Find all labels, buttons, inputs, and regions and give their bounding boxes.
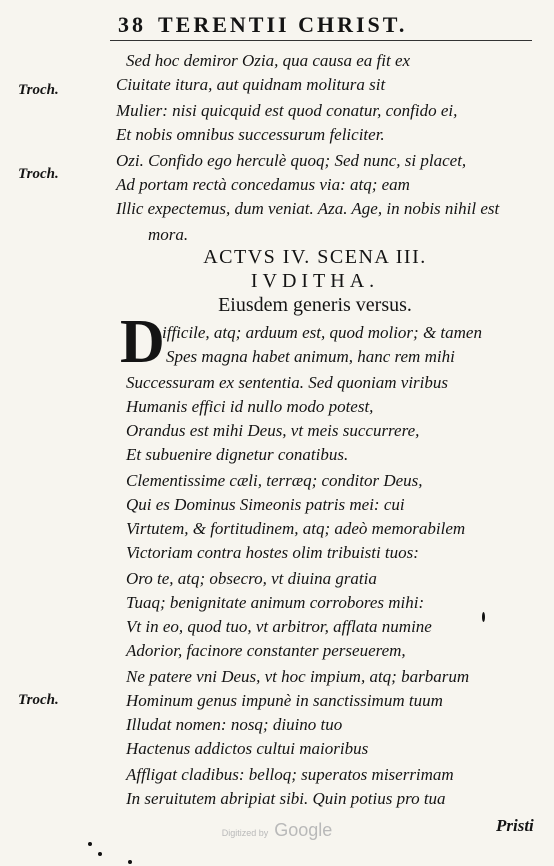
verse-line: Ozi. Confido ego herculè quoq; Sed nunc, si placet,: [116, 151, 467, 170]
verse-line: Victoriam contra hostes olim tribuisti tuos:: [126, 543, 419, 562]
margin-note: Troch.: [18, 692, 59, 708]
verse-line: Vt in eo, quod tuo, vt arbitror, afflata numine: [126, 617, 432, 636]
verse-line: Et nobis omnibus successurum feliciter.: [116, 125, 385, 144]
ink-speck: [482, 612, 485, 622]
verse-line: Illudat nomen: nosq; diuino tuo: [126, 715, 343, 734]
drop-capital: D: [120, 308, 165, 376]
verse-line: Qui es Dominus Simeonis patris mei: cui: [126, 495, 405, 514]
ink-speck: [128, 860, 132, 864]
scene-character: IVDITHA.: [250, 270, 380, 292]
scene-subtitle: Eiusdem generis versus.: [218, 294, 412, 316]
verse-line: Hactenus addictos cultui maioribus: [126, 739, 369, 758]
verse-line: Mulier: nisi quicquid est quod conatur, confido ei,: [116, 101, 458, 120]
ink-speck: [98, 852, 102, 856]
verse-line: Illic expectemus, dum veniat. Aza. Age, in nobis nihil est: [116, 199, 500, 218]
margin-note: Troch.: [18, 82, 59, 98]
page-number: 38: [118, 12, 146, 37]
verse-line: mora.: [148, 225, 189, 244]
verse-line: Hominum genus impunè in sanctissimum tuum: [126, 691, 443, 710]
running-header: [118, 12, 514, 40]
catchword: Pristi: [496, 816, 534, 835]
verse-line: ifficile, atq; arduum est, quod molior; & tamen: [162, 323, 482, 342]
verse-line: Sed hoc demiror Ozia, qua causa ea fit ex: [126, 51, 411, 70]
digitization-watermark: [0, 820, 554, 841]
verse-line: Successuram ex sententia. Sed quoniam viribus: [126, 373, 448, 392]
verse-line: Ne patere vni Deus, vt hoc impium, atq; barbarum: [126, 667, 470, 686]
running-title: TERENTII CHRIST.: [158, 12, 408, 37]
verse-line: In seruitutem abripiat sibi. Quin potius pro tua: [126, 789, 446, 808]
verse-line: Virtutem, & fortitudinem, atq; adeò memorabilem: [126, 519, 466, 538]
verse-line: Oro te, atq; obsecro, vt diuina gratia: [126, 569, 377, 588]
scene-title: ACTVS IV. SCENA III.: [203, 246, 427, 268]
margin-note: Troch.: [18, 166, 59, 182]
verse-line: Affligat cladibus: belloq; superatos miserrimam: [126, 765, 454, 784]
verse-line: Clementissime cæli, terræq; conditor Deus,: [126, 471, 423, 490]
verse-line: Ad portam rectà concedamus via: atq; eam: [116, 175, 410, 194]
watermark-prefix: Digitized by: [221, 828, 269, 838]
verse-line: Ciuitate itura, aut quidnam molitura sit: [116, 75, 386, 94]
verse-line: Orandus est mihi Deus, vt meis succurrere,: [126, 421, 420, 440]
verse-line: Et subuenire dignetur conatibus.: [126, 445, 349, 464]
verse-line: Adorior, facinore constanter perseuerem,: [126, 641, 406, 660]
watermark-brand: Google: [274, 820, 333, 840]
verse-line: Humanis effici id nullo modo potest,: [126, 397, 374, 416]
verse-line: Spes magna habet animum, hanc rem mihi: [166, 347, 455, 366]
verse-line: Tuaq; benignitate animum corrobores mihi:: [126, 593, 425, 612]
header-rule: [110, 40, 532, 41]
ink-speck: [88, 842, 92, 846]
